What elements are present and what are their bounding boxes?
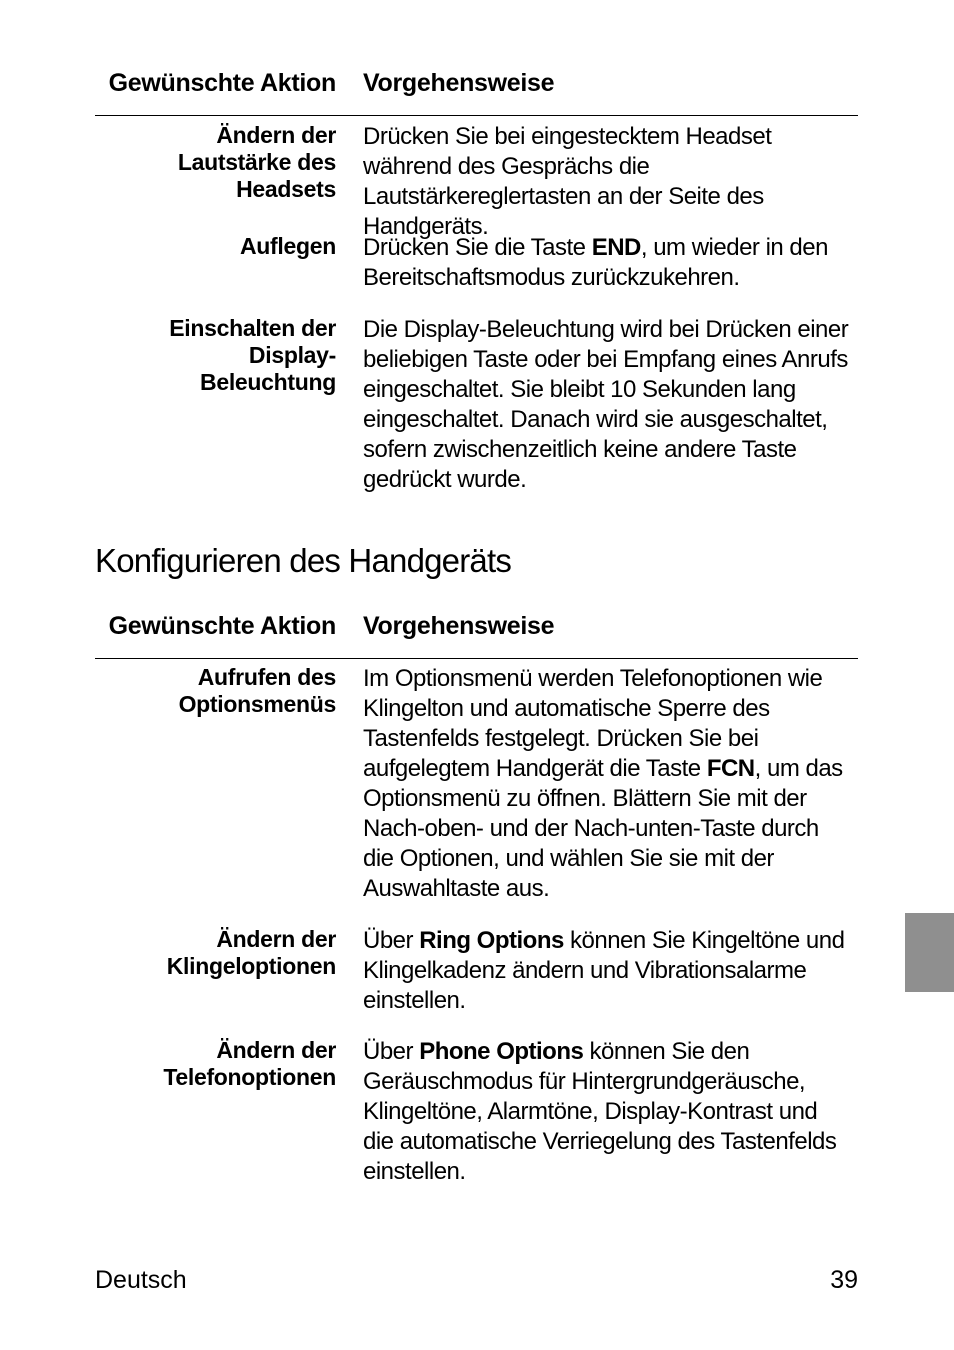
action-line: Auflegen [240,233,336,259]
action-line: Optionsmenüs [178,691,336,717]
desc-text: Drücken Sie die Taste [363,234,592,261]
action-line: Ändern der [216,926,336,952]
section-thumb-tab [905,913,954,992]
key-name: END [591,234,641,261]
desc-text: können Sie den Geräuschmodus für Hintergrundgeräusche, Klingeltöne, Alarmtöne, Display-Kontrast und die automatische Verriegelung des Tastenfelds einstellen. [363,1038,837,1185]
table2-header [95,611,858,659]
table1-header-rule [95,115,858,117]
row-description [363,926,851,1016]
row-action [95,122,336,203]
key-name: FCN [706,755,755,782]
menu-name: Phone Options [419,1038,584,1065]
desc-text: , um das Optionsmenü zu öffnen. Blättern Sie mit der Nach-oben- und der Nach-unten-Taste durch die Optionen, und wählen Sie sie mit der Auswahltaste aus. [363,755,843,902]
row-action [95,926,336,980]
table1-header-procedure: Vorgehensweise [363,69,555,97]
row-description [363,664,851,904]
row-description [363,1037,851,1187]
row-description [363,233,851,293]
action-line: Telefonoptionen [163,1064,336,1090]
row-action [95,664,336,718]
desc-text: Über [363,1038,420,1065]
table1-header-action: Gewünschte Aktion [108,69,336,97]
section-title: Konfigurieren des Handgeräts [95,542,512,579]
action-line: Einschalten der [169,315,336,341]
footer-language: Deutsch [95,1266,187,1294]
table2-header-action: Gewünschte Aktion [108,612,336,640]
action-line: Ändern der [216,1037,336,1063]
table1-header [95,68,858,116]
action-line: Headsets [236,176,336,202]
action-line: Aufrufen des [197,664,336,690]
menu-name: Ring Options [419,927,564,954]
row-action [95,1037,336,1091]
desc-text: Im Optionsmenü werden Telefonoptionen wie Klingelton und automatische Sperre des Tastenfelds festgelegt. Drücken Sie bei aufgelegtem Handgerät die Taste [363,665,823,782]
page-number: 39 [830,1266,858,1294]
action-line: Ändern der [216,122,336,148]
desc-text: können Sie Kingeltöne und Klingelkadenz ändern und Vibrationsalarme einstellen. [363,927,845,1014]
row-action [95,315,336,396]
action-line: Lautstärke des [177,149,336,175]
row-description: Die Display-Beleuchtung wird bei Drücken einer beliebigen Taste oder bei Empfang eines Anrufs eingeschaltet. Sie bleibt 10 Sekunden lang eingeschaltet. Danach wird sie ausgeschaltet, sofern zwischenzeitlich keine andere Taste gedrückt wurde. [363,316,849,493]
action-line: Klingeloptionen [166,953,336,979]
desc-text: Über [363,927,420,954]
action-line: Beleuchtung [200,369,336,395]
table2-header-procedure: Vorgehensweise [363,612,555,640]
row-action [95,233,336,260]
desc-text: , um wieder in den Bereitschaftsmodus zurückzukehren. [363,234,828,291]
action-line: Display- [248,342,336,368]
row-description: Drücken Sie bei eingestecktem Headset während des Gesprächs die Lautstärkereglertasten an der Seite des Handgeräts. [363,123,772,240]
table2-header-rule [95,658,858,660]
